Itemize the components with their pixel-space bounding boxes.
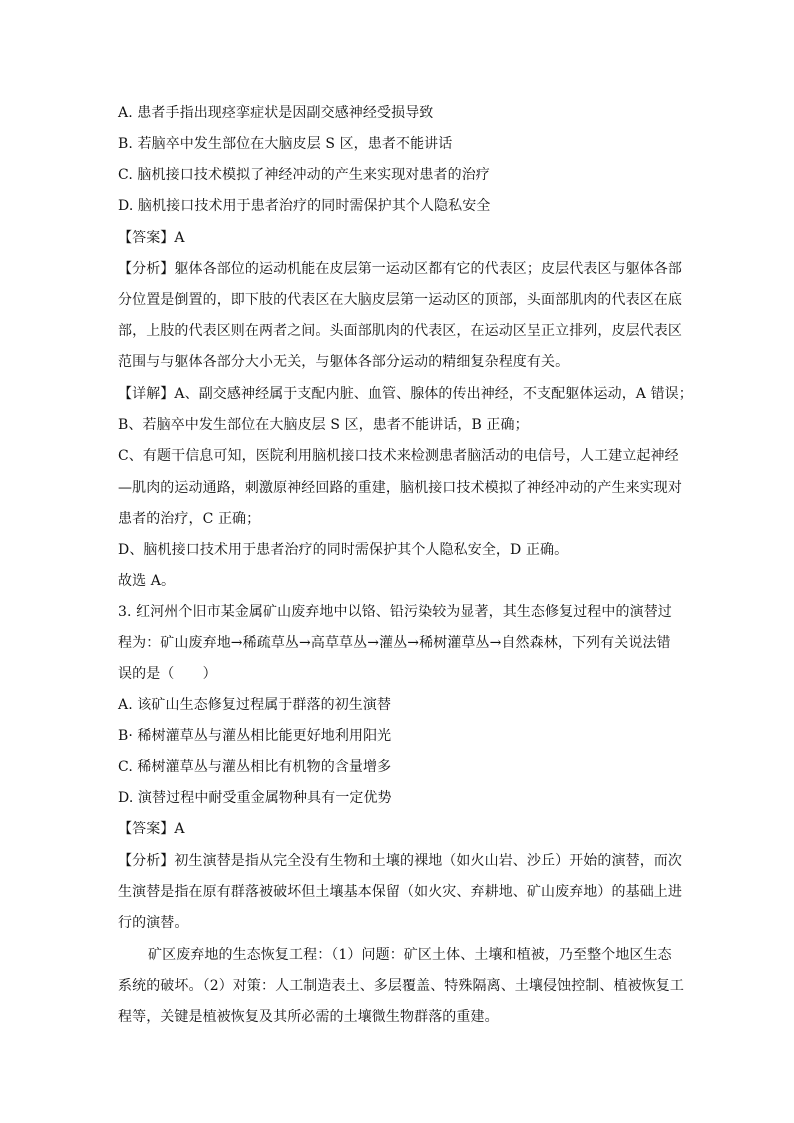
analysis-line: 分位置是倒置的，即下肢的代表区在大脑皮层第一运动区的顶部，头面部肌肉的代表区在底 (118, 292, 682, 308)
option-a: A. 患者手指出现痉挛症状是因副交感神经受损导致 (118, 105, 434, 121)
option-c: C. 稀树灌草丛与灌丛相比有机物的含量增多 (118, 759, 392, 775)
answer-label: 【答案】A (118, 821, 185, 837)
option-d: D. 演替过程中耐受重金属物种具有一定优势 (118, 790, 392, 806)
detail-line: D、脑机接口技术用于患者治疗的同时需保护其个人隐私安全，D 正确。 (118, 542, 569, 558)
option-c: C. 脑机接口技术模拟了神经冲动的产生来实现对患者的治疗 (118, 167, 490, 183)
detail-line: 患者的治疗，C 正确； (118, 511, 261, 527)
detail-line: 故选 A。 (118, 573, 176, 589)
option-a: A. 该矿山生态修复过程属于群落的初生演替 (118, 697, 392, 713)
analysis-line: 系统的破坏。（2）对策：人工制造表土、多层覆盖、特殊隔离、土壤侵蚀控制、植被恢复工 (118, 978, 685, 994)
analysis-line: 生演替是指在原有群落被破坏但土壤基本保留（如火灾、弃耕地、矿山废弃地）的基础上进 (118, 884, 682, 900)
option-b: B· 稀树灌草丛与灌丛相比能更好地利用阳光 (118, 728, 392, 744)
question-stem-line: 误的是（ ） (118, 666, 217, 682)
analysis-line: 部，上肢的代表区则在两者之间。头面部肌肉的代表区，在运动区呈正立排列，皮层代表区 (118, 323, 682, 339)
analysis-line: 【分析】躯体各部位的运动机能在皮层第一运动区都有它的代表区；皮层代表区与躯体各部 (118, 261, 682, 277)
analysis-line: 矿区废弃地的生态恢复工程：（1）问题：矿区土体、土壤和植被，乃至整个地区生态 (148, 947, 672, 963)
detail-line: 【详解】A、副交感神经属于支配内脏、血管、腺体的传出神经，不支配躯体运动，A 错误； (118, 386, 693, 402)
detail-line: —肌肉的运动通路，刺激原神经回路的重建，脑机接口技术模拟了神经冲动的产生来实现对 (118, 480, 682, 496)
analysis-line: 程等，关键是植被恢复及其所必需的土壤微生物群落的重建。 (118, 1009, 499, 1025)
option-d: D. 脑机接口技术用于患者治疗的同时需保护其个人隐私安全 (118, 198, 491, 214)
analysis-line: 行的演替。 (118, 915, 189, 931)
detail-line: C、有题干信息可知，医院利用脑机接口技术来检测患者脑活动的电信号，人工建立起神经 (118, 448, 679, 464)
analysis-line: 【分析】初生演替是指从完全没有生物和土壤的裸地（如火山岩、沙丘）开始的演替，而次 (118, 853, 682, 869)
option-b: B. 若脑卒中发生部位在大脑皮层 S 区，患者不能讲话 (118, 136, 453, 152)
analysis-line: 范围与与躯体各部分大小无关，与躯体各部分运动的精细复杂程度有关。 (118, 354, 570, 370)
question-stem-line: 3. 红河州个旧市某金属矿山废弃地中以铬、铅污染较为显著，其生态修复过程中的演替过 (118, 604, 672, 620)
question-stem-line: 程为：矿山废弃地→稀疏草丛→高草草丛→灌丛→稀树灌草丛→自然森林，下列有关说法错 (118, 635, 671, 651)
detail-line: B、若脑卒中发生部位在大脑皮层 S 区，患者不能讲话，B 正确； (118, 417, 529, 433)
answer-label: 【答案】A (118, 230, 185, 246)
